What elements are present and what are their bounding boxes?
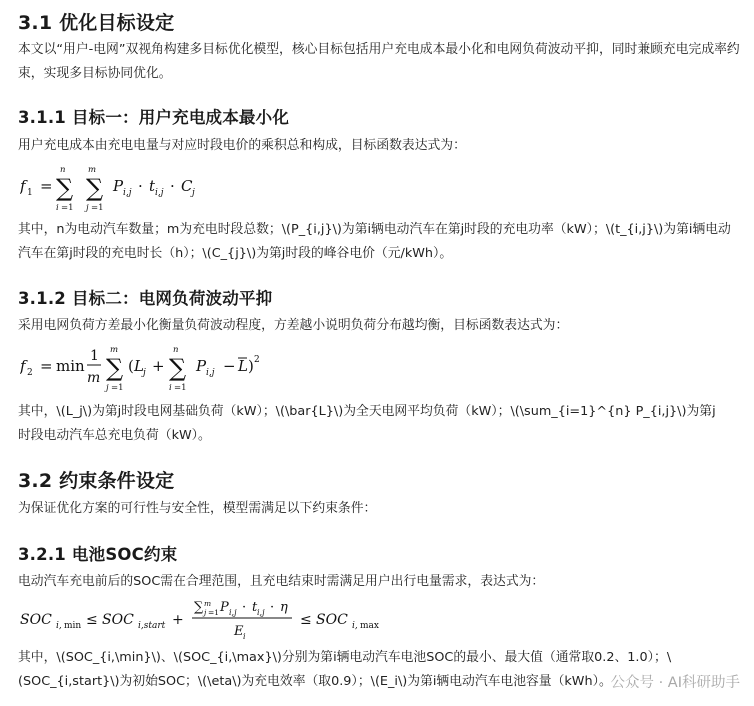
section-3-2-1-explanation: 其中，\(SOC_{i,\min}\)、\(SOC_{i,\max}\)分别为第i辆电动汽车电池SOC的最小、最大值（通常取0.2、1.0）；\(SOC_{i,start}\)为初始SOC；\(\eta\)为充电效率（取0.9）；\(E_i\)为第i辆电动汽车电池容量（kWh）。 bbox=[18, 650, 672, 689]
formula-f2 bbox=[20, 340, 300, 396]
svg-text:m: m bbox=[87, 370, 101, 386]
svg-text:SOC: SOC bbox=[316, 612, 348, 628]
formula-f1 bbox=[20, 160, 240, 213]
formula-soc-constraint bbox=[20, 596, 440, 644]
section-3-1-1-explanation: 其中，n为电动汽车数量；m为充电时段总数；\(P_{i,j}\)为第i辆电动汽车在第j时段的充电功率（kW）；\(t_{i,j}\)为第i辆电动汽车在第j时段的充电时长（h）；\(C_{j}\)为第j时段的峰谷电价（元/kWh）。 bbox=[18, 222, 731, 261]
svg-text:i,: i, bbox=[352, 621, 358, 631]
svg-text:·: · bbox=[270, 600, 275, 615]
svg-text:n: n bbox=[60, 165, 66, 175]
svg-text:j: j bbox=[204, 608, 207, 617]
svg-text:1: 1 bbox=[27, 188, 33, 198]
section-3-1-intro: 本文以“用户-电网”双视角构建多目标优化模型，核心目标包括用户充电成本最小化和电网负荷波动平抑，同时兼顾充电完成率约束，实现多目标协同优化。 bbox=[18, 42, 740, 81]
svg-text:E: E bbox=[234, 624, 244, 639]
svg-text:max: max bbox=[360, 621, 379, 631]
svg-text:i,j: i,j bbox=[229, 608, 237, 617]
section-3-1-1-title: 3.1.1 目标一：用户充电成本最小化 bbox=[18, 108, 290, 127]
svg-text:i: i bbox=[169, 383, 172, 393]
svg-text:t: t bbox=[149, 177, 156, 195]
svg-text:L: L bbox=[134, 357, 144, 375]
svg-text:P: P bbox=[196, 357, 207, 375]
formula-f2-graphic bbox=[20, 340, 300, 396]
svg-text:≤: ≤ bbox=[86, 612, 98, 628]
svg-text:SOC: SOC bbox=[102, 612, 134, 628]
svg-text:m: m bbox=[88, 165, 97, 175]
section-3-1-2-explanation: 其中，\(L_j\)为第j时段电网基础负荷（kW）；\(\bar{L}\)为全天电网平均负荷（kW）；\(\sum_{i=1}^{n} P_{i,j}\)为第j时段电动汽车总充电负荷（kW）。 bbox=[18, 404, 716, 443]
svg-text:i: i bbox=[243, 632, 246, 641]
svg-text:j: j bbox=[143, 368, 146, 378]
section-3-2-1-intro: 电动汽车充电前后的SOC需在合理范围，且充电结束时需满足用户出行电量需求，表达式为： bbox=[18, 574, 545, 589]
svg-text:n: n bbox=[173, 345, 179, 355]
svg-text:+: + bbox=[152, 357, 165, 375]
svg-text:L: L bbox=[238, 357, 248, 375]
svg-text:min: min bbox=[64, 621, 82, 631]
section-3-1-title: 3.1 优化目标设定 bbox=[18, 12, 175, 34]
svg-text:=: = bbox=[40, 357, 53, 375]
svg-text:P: P bbox=[113, 177, 124, 195]
svg-text:C: C bbox=[181, 177, 193, 195]
section-3-2-title: 3.2 约束条件设定 bbox=[18, 470, 175, 492]
svg-text:P: P bbox=[220, 600, 229, 615]
svg-text:f: f bbox=[20, 357, 26, 375]
svg-text:m: m bbox=[110, 345, 119, 355]
svg-text:i,j: i,j bbox=[155, 188, 164, 198]
svg-text:+: + bbox=[172, 612, 184, 628]
svg-text:i,j: i,j bbox=[257, 608, 265, 617]
svg-text:∑: ∑ bbox=[56, 174, 74, 202]
svg-text:·: · bbox=[170, 177, 175, 195]
svg-text:j: j bbox=[106, 383, 109, 393]
formula-f1-graphic bbox=[20, 160, 240, 214]
section-3-1-1-intro: 用户充电成本由充电电量与对应时段电价的乘积总和构成，目标函数表达式为： bbox=[18, 138, 466, 153]
svg-text:i,j: i,j bbox=[206, 368, 215, 378]
svg-text:i,start: i,start bbox=[138, 621, 166, 631]
section-3-1-2-intro: 采用电网负荷方差最小化衡量负荷波动程度，方差越小说明负荷分布越均衡，目标函数表达式为： bbox=[18, 318, 569, 333]
svg-text:=1: =1 bbox=[111, 383, 124, 393]
wechat-watermark: 公众号 · AI科研助手 bbox=[610, 675, 740, 691]
svg-text:i,j: i,j bbox=[123, 188, 132, 198]
svg-text:η: η bbox=[280, 600, 288, 615]
svg-text:∑: ∑ bbox=[106, 354, 124, 382]
svg-text:=1: =1 bbox=[208, 608, 220, 617]
svg-text:−: − bbox=[223, 357, 236, 375]
svg-text:i,: i, bbox=[56, 621, 62, 631]
svg-text:SOC: SOC bbox=[20, 612, 52, 628]
svg-text:2: 2 bbox=[27, 368, 33, 378]
section-3-2-intro: 为保证优化方案的可行性与安全性，模型需满足以下约束条件： bbox=[18, 501, 377, 516]
svg-text:≤: ≤ bbox=[300, 612, 312, 628]
svg-text:min: min bbox=[56, 357, 85, 375]
svg-text:=1: =1 bbox=[174, 383, 187, 393]
section-3-1-2-title: 3.1.2 目标二：电网负荷波动平抑 bbox=[18, 289, 273, 308]
svg-text:): ) bbox=[248, 357, 254, 375]
svg-text:i: i bbox=[56, 203, 59, 213]
svg-text:j: j bbox=[192, 188, 195, 198]
svg-text:(: ( bbox=[128, 357, 134, 375]
svg-text:f: f bbox=[20, 177, 26, 195]
section-3-2-1-title: 3.2.1 电池SOC约束 bbox=[18, 545, 178, 564]
svg-text:∑: ∑ bbox=[169, 354, 187, 382]
formula-soc-graphic bbox=[20, 596, 440, 644]
svg-text:j: j bbox=[86, 203, 89, 213]
svg-text:∑: ∑ bbox=[194, 600, 204, 615]
svg-text:m: m bbox=[204, 599, 212, 608]
svg-text:=: = bbox=[40, 177, 53, 195]
svg-text:=1: =1 bbox=[91, 203, 104, 213]
svg-text:·: · bbox=[138, 177, 143, 195]
svg-text:=1: =1 bbox=[61, 203, 74, 213]
svg-text:2: 2 bbox=[254, 355, 260, 365]
svg-text:t: t bbox=[252, 600, 258, 615]
svg-text:·: · bbox=[242, 600, 247, 615]
svg-text:∑: ∑ bbox=[86, 174, 104, 202]
svg-text:1: 1 bbox=[90, 348, 99, 364]
